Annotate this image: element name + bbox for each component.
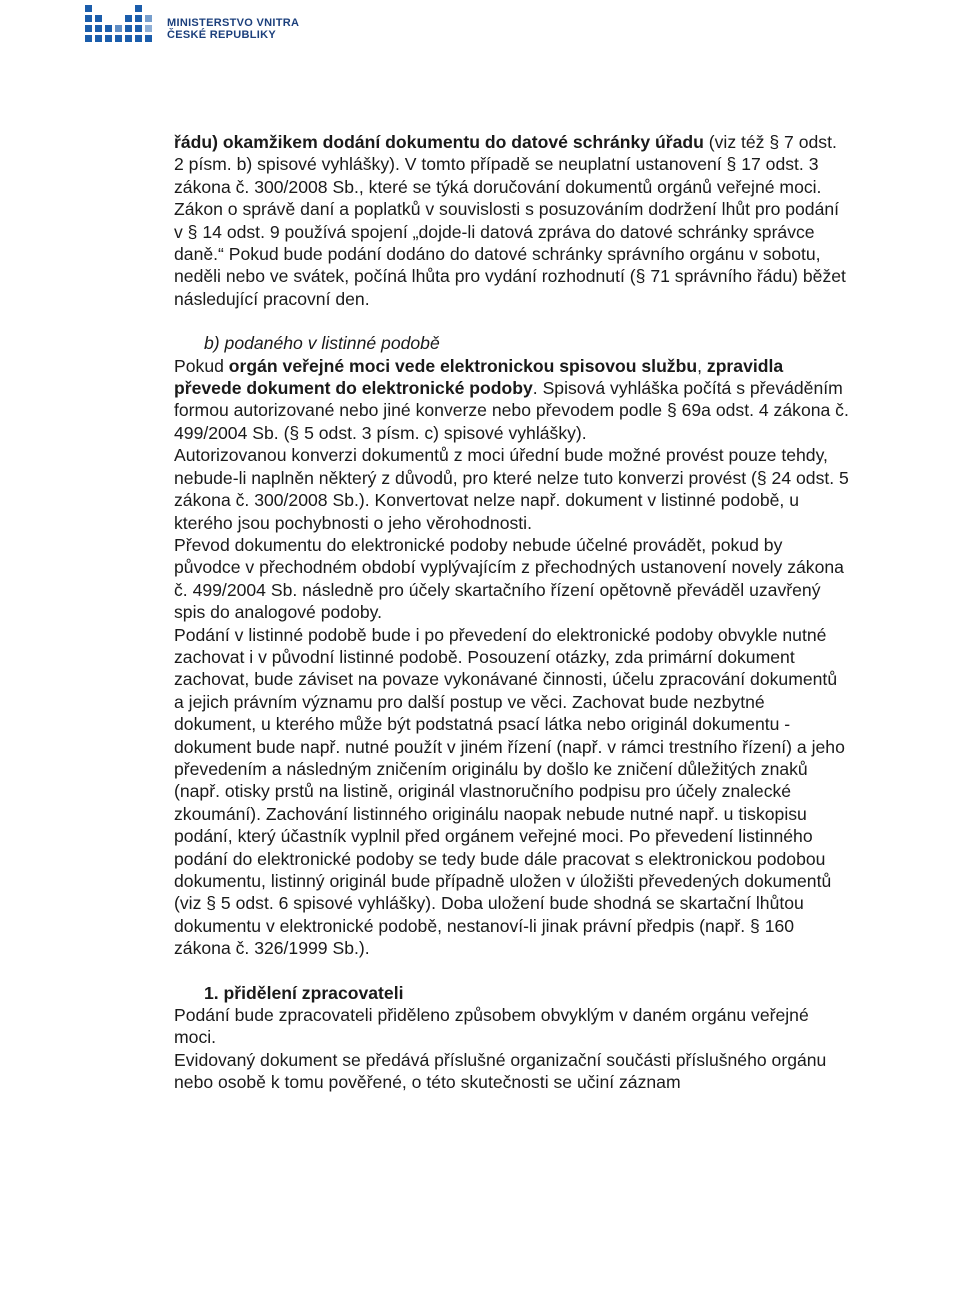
paragraph-5: Podání v listinné podobě bude i po převedení do elektronické podoby obvykle nutné zachovat i v původní listinné podobě. Posouzení otázky, zda primární dokument zachovat, bude záviset na povaze vykonávané činnosti, účelu zpracování dokumentů a jejich právním významu pro další postup ve věci. Zachovat bude nezbytné dokument, u kterého může být podstatná psací látka nebo originál dokumentu - dokument bude např. nutné použít v jiném řízení (např. v rámci trestního řízení) a jeho převedením a následným zničením originálu by došlo ke zničení důležitých znaků (např. otisky prstů na listině, originál vlastnoručního podpisu pro účely znalecké zkoumání). Zachování listinného originálu naopak nebude nutné např. u tiskopisu podání, který účastník vyplnil před orgánem veřejné moci. Po převedení listinného podání do elektronické podoby se tedy bude dále pracovat s elektronickou podobou dokumentu, listinný originál bude případně uložen v úložišti převedených dokumentů (viz § 5 odst. 6 spisové vyhlášky). Doba uložení bude shodná se skartační lhůtou dokumentu v elektronické podobě, nestanoví-li jinak právní předpis (např. § 160 zákona č. 326/1999 Sb.). — [174, 624, 845, 959]
paragraph-2-bold-2: zpravidla převede dokument do elektronické podoby — [174, 355, 784, 399]
logo-text — [167, 17, 299, 41]
paragraph-4: Převod dokumentu do elektronické podoby nebude účelné provádět, pokud by původce v přechodném období vyplývajícím z přechodných ustanovení novely zákona č. 499/2004 Sb. následně pro účely skartačního řízení opětovně převáděl uzavřený spis do analogové podoby. — [174, 534, 844, 623]
paragraph-2-bold: orgán veřejné moci vede elektronickou spisovou službu — [228, 355, 698, 376]
ministry-logo-icon — [84, 4, 160, 48]
logo-line-2: ČESKÉ REPUBLIKY — [167, 29, 277, 41]
ministry-logo — [84, 4, 300, 48]
paragraph-2-comma: , — [697, 355, 707, 376]
paragraph-1-text: (viz též § 7 odst. 2 písm. b) spisové vyhlášky). V tomto případě se neuplatní ustanovení § 17 odst. 3 zákona č. 300/2008 Sb., které se týká doručování dokumentů orgánů veřejné moci. Zákon o správě daní a poplatků v souvislosti s posuzováním dodržení lhůt pro podání v § 14 odst. 9 používá spojení „dojde-li datová zpráva do datové schránky správce daně.“ Pokud bude podání dodáno do datové schránky správního orgánu v sobotu, neděli nebo ve svátek, počíná lhůta pro vydání rozhodnutí (§ 71 správního řádu) běžet následující pracovní den. — [174, 132, 846, 309]
paragraph-6: Podání bude zpracovateli přiděleno způsobem obvyklým v daném orgánu veřejné moci. — [174, 1005, 809, 1048]
heading-assignment: 1. přidělení zpracovateli — [204, 982, 404, 1003]
paragraph-2 — [174, 355, 850, 445]
paragraph-1 — [174, 131, 850, 310]
paragraph-7: Evidovaný dokument se předává příslušné organizační součásti příslušného orgánu nebo osobě k tomu pověřené, o této skutečnosti se učiní záznam — [174, 1049, 827, 1093]
paragraph-3: Autorizovanou konverzi dokumentů z moci úřední bude možné provést pouze tehdy, nebude-li naplněn některý z důvodů, pro které nelze tuto konverzi provést (§ 24 odst. 5 zákona č. 300/2008 Sb.). Konvertovat nelze např. dokument v listinné podobě, u kterého jsou pochybnosti o jeho věrohodnosti. — [174, 445, 849, 533]
logo-line-1: MINISTERSTVO VNITRA — [167, 17, 300, 29]
subheading-b: b) podaného v listinné podobě — [204, 333, 440, 354]
paragraph-2-start: Pokud — [174, 355, 229, 376]
paragraph-1-bold: řádu) okamžikem dodání dokumentu do datové schránky úřadu — [174, 132, 704, 152]
paragraph-2-text: . Spisová vyhláška počítá s převáděním formou autorizované nebo jiné konverze nebo převodem podle § 69a odst. 4 zákona č. 499/2004 Sb. (§ 5 odst. 3 písm. c) spisové vyhlášky). — [174, 378, 849, 443]
document-body — [174, 131, 850, 1094]
